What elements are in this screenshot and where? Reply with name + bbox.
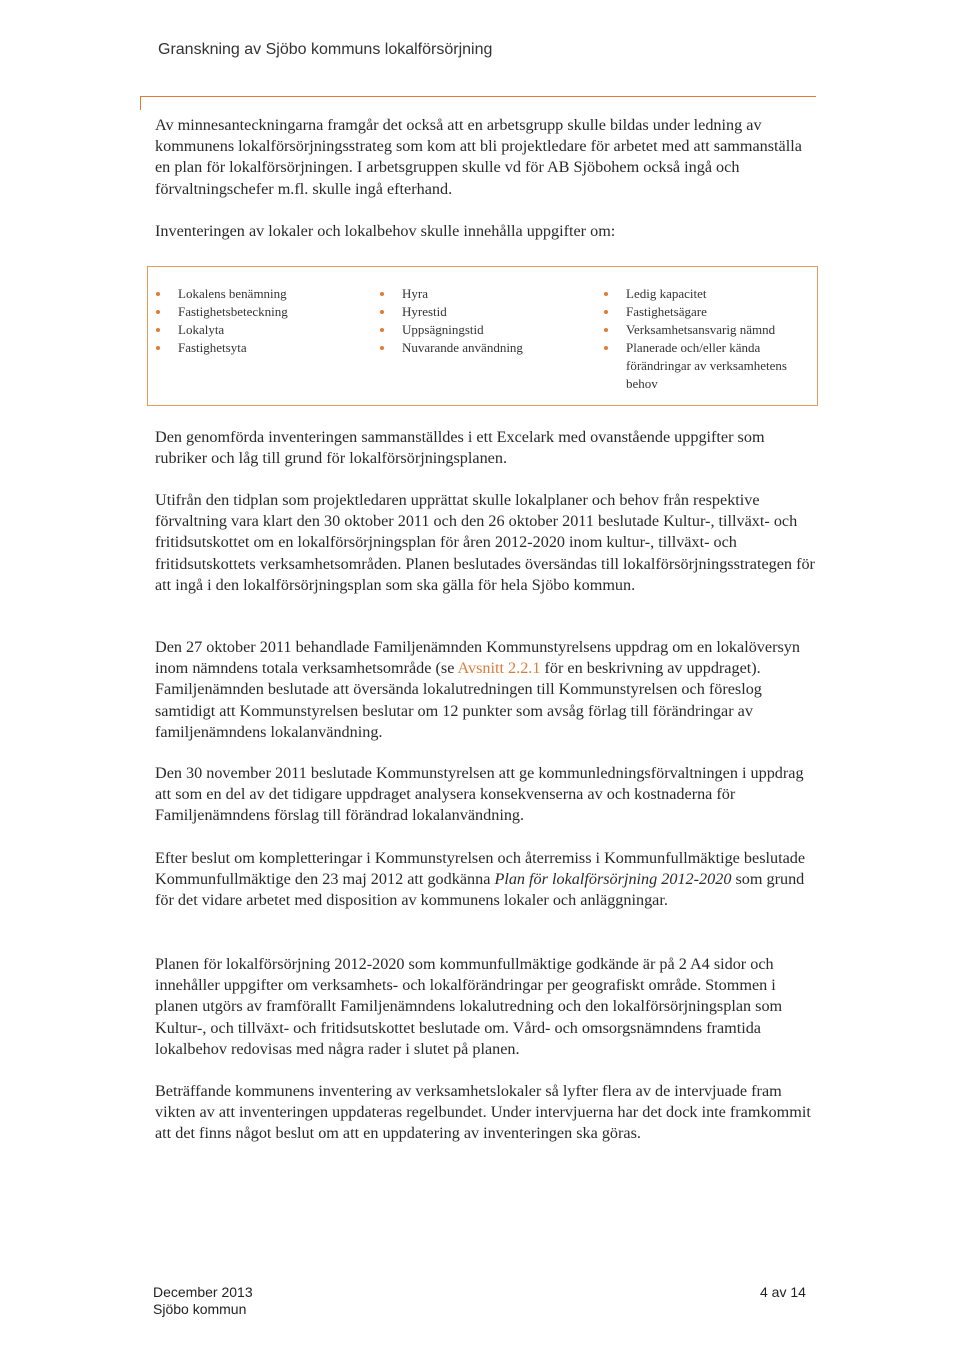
footer-date: December 2013 (153, 1284, 253, 1300)
list-item: Lokalyta (148, 321, 378, 339)
list-item: Fastighetsbeteckning (148, 303, 378, 321)
list-item: Planerade och/eller kända förändringar av verksamhetens behov (596, 339, 796, 393)
paragraph-board-decision: Den 30 november 2011 beslutade Kommunstyrelsen att ge kommunledningsförvaltningen i uppdrag att som en del av det tidigare uppdraget analysera konsekvenserna av och kostnaderna för Familjenämndens förslag till förändrad lokalanvändning. (155, 764, 804, 825)
list-item: Verksamhetsansvarig nämnd (596, 321, 808, 339)
list-item: Ledig kapacitet (596, 285, 808, 303)
paragraph-working-group: Av minnesanteckningarna framgår det också att en arbetsgrupp skulle bildas under ledning av kommunens lokalförsörjningsstrateg som kom att bli projektledare för arbetet med att sammanställa en plan för lokalförsörjningen. I arbetsgruppen skulle vd för AB Sjöbohem också ingå och förvaltningschefer m.fl. skulle ingå efterhand. (155, 116, 802, 198)
list-item: Fastighetsyta (148, 339, 378, 357)
bullet-icon (380, 292, 384, 296)
paragraph-council-approval: Efter beslut om kompletteringar i Kommunstyrelsen och återremiss i Kommunfullmäktige beslutade Kommunfullmäktige den 23 maj 2012 att godkänna Plan för lokalförsörjning 2012-2020 som grund för det vidare arbetet med disposition av kommunens lokaler och anläggningar. (155, 849, 806, 910)
list-item: Nuvarande användning (372, 339, 592, 357)
section-link[interactable]: Avsnitt 2.2.1 (457, 659, 541, 678)
bullet-icon (604, 292, 608, 296)
paragraph-timeline: Utifrån den tidplan som projektledaren upprättat skulle lokalplaner och behov från respektive förvaltning vara klart den 30 oktober 2011 och den 26 oktober 2011 beslutade Kultur-, tillväxt- och fritidsutskottet om en lokalförsörjningsplan för åren 2012-2020 inom kultur-, tillväxt- och fritidsutskottets verksamhetsområden. Planen beslutades översändas till lokalförsörjningsstrategen för att ingå i den lokalförsörjningsplan som ska gälla för hela Sjöbo kommun. (155, 491, 815, 594)
inventory-column-1 (148, 285, 378, 357)
footer-left (153, 1284, 253, 1318)
bullet-icon (156, 328, 160, 332)
bullet-icon (604, 328, 608, 332)
page-header-title: Granskning av Sjöbo kommuns lokalförsörjning (158, 41, 493, 58)
bullet-icon (380, 328, 384, 332)
inventory-column-3 (596, 285, 808, 393)
list-item: Lokalens benämning (148, 285, 378, 303)
bullet-icon (156, 346, 160, 350)
inventory-fields-box (147, 266, 818, 406)
list-item: Hyrestid (372, 303, 592, 321)
page-number: 4 av 14 (760, 1284, 806, 1300)
header-divider (140, 96, 816, 97)
header-divider-tick (140, 96, 141, 110)
list-item: Fastighetsägare (596, 303, 808, 321)
paragraph-family-board: Den 27 oktober 2011 behandlade Familjenämnden Kommunstyrelsens uppdrag om en lokalöversyn inom nämndens totala verksamhetsområde (se Avsnitt 2.2.1 för en beskrivning av uppdraget). Familjenämnden beslutade att översända lokalutredningen till Kommunstyrelsen och föreslog samtidigt att Kommunstyrelsen beslutar om 12 punkter som avsåg förlag till förändringar av familjenämndens lokalanvändning. (155, 638, 800, 741)
paragraph-excel-summary: Den genomförda inventeringen sammanställdes i ett Excelark med ovanstående uppgifter som rubriker och låg till grund för lokalförsörjningsplanen. (155, 428, 765, 468)
bullet-icon (604, 346, 608, 350)
bullet-icon (380, 310, 384, 314)
list-item: Hyra (372, 285, 592, 303)
inventory-column-2 (372, 285, 592, 357)
paragraph-inventory-intro: Inventeringen av lokaler och lokalbehov skulle innehålla uppgifter om: (155, 222, 616, 240)
bullet-icon (380, 346, 384, 350)
bullet-icon (156, 310, 160, 314)
bullet-icon (156, 292, 160, 296)
bullet-icon (604, 310, 608, 314)
paragraph-plan-contents: Planen för lokalförsörjning 2012-2020 som kommunfullmäktige godkände är på 2 A4 sidor och innehåller uppgifter om verksamhets- och lokalförändringar per geografiskt område. Stommen i planen utgörs av framförallt Familjenämndens lokalutredning och den lokalförsörjningsplan som Kultur-, och tillväxt- och fritidsutskottet beslutade om. Vård- och omsorgsnämndens framtida lokalbehov redovisas med några rader i slutet på planen. (155, 955, 783, 1058)
footer-organization: Sjöbo kommun (153, 1301, 247, 1317)
paragraph-inventory-updates: Beträffande kommunens inventering av verksamhetslokaler så lyfter flera av de intervjuade fram vikten av att inventeringen uppdateras regelbundet. Under intervjuerna har det dock inte framkommit att det finns något beslut om att en uppdatering av inventeringen ska göras. (155, 1082, 811, 1143)
list-item: Uppsägningstid (372, 321, 592, 339)
